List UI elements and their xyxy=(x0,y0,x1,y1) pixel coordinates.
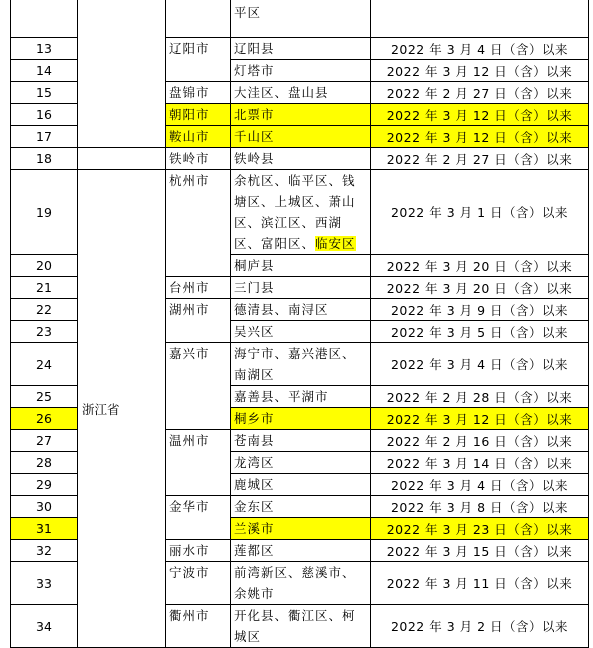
area-cell: 前湾新区、慈溪市、余姚市 xyxy=(231,562,371,605)
area-cell: 三门县 xyxy=(231,277,371,299)
area-cell: 桐乡市 xyxy=(231,408,371,430)
city-cell: 丽水市 xyxy=(166,540,231,562)
date-cell: 2022 年 2 月 27 日（含）以来 xyxy=(371,82,589,104)
row-number: 14 xyxy=(11,60,78,82)
date-cell: 2022 年 3 月 4 日（含）以来 xyxy=(371,474,589,496)
area-cell: 龙湾区 xyxy=(231,452,371,474)
date-cell: 2022 年 2 月 16 日（含）以来 xyxy=(371,430,589,452)
city-cell: 宁波市 xyxy=(166,562,231,605)
date-cell: 2022 年 3 月 12 日（含）以来 xyxy=(371,60,589,82)
area-cell: 北票市 xyxy=(231,104,371,126)
area-text: 余杭区、临平区、钱塘区、上城区、萧山区、滨江区、西湖区、富阳区、 xyxy=(234,173,356,251)
area-cell: 莲都区 xyxy=(231,540,371,562)
area-cell: 桐庐县 xyxy=(231,255,371,277)
city-cell: 杭州市 xyxy=(166,170,231,277)
risk-area-table xyxy=(10,0,589,648)
area-cell: 铁岭县 xyxy=(231,148,371,170)
row-number: 25 xyxy=(11,386,78,408)
city-cell: 嘉兴市 xyxy=(166,343,231,430)
city-cell: 台州市 xyxy=(166,277,231,299)
city-cell: 鞍山市 xyxy=(166,126,231,148)
area-cell xyxy=(231,170,371,255)
row-number: 18 xyxy=(11,148,78,170)
document-page xyxy=(10,0,589,648)
row-number: 31 xyxy=(11,518,78,540)
row-number: 15 xyxy=(11,82,78,104)
date-cell: 2022 年 3 月 2 日（含）以来 xyxy=(371,605,589,648)
date-cell: 2022 年 3 月 8 日（含）以来 xyxy=(371,496,589,518)
area-cell: 开化县、衢江区、柯城区 xyxy=(231,605,371,648)
date-cell: 2022 年 3 月 14 日（含）以来 xyxy=(371,452,589,474)
date-cell: 2022 年 3 月 1 日（含）以来 xyxy=(371,170,589,255)
date-cell: 2022 年 3 月 20 日（含）以来 xyxy=(371,255,589,277)
row-number: 34 xyxy=(11,605,78,648)
row-number: 23 xyxy=(11,321,78,343)
date-cell: 2022 年 3 月 20 日（含）以来 xyxy=(371,277,589,299)
city-cell: 辽阳市 xyxy=(166,38,231,82)
date-cell: 2022 年 3 月 4 日（含）以来 xyxy=(371,343,589,386)
row-number: 30 xyxy=(11,496,78,518)
row-number: 22 xyxy=(11,299,78,321)
row-number: 13 xyxy=(11,38,78,60)
area-cell: 鹿城区 xyxy=(231,474,371,496)
date-cell: 2022 年 3 月 5 日（含）以来 xyxy=(371,321,589,343)
date-cell: 2022 年 3 月 23 日（含）以来 xyxy=(371,518,589,540)
row-number: 32 xyxy=(11,540,78,562)
table-row xyxy=(11,148,589,170)
area-cell: 辽阳县 xyxy=(231,38,371,60)
date-cell: 2022 年 2 月 27 日（含）以来 xyxy=(371,148,589,170)
area-cell: 大洼区、盘山县 xyxy=(231,82,371,104)
city-cell: 温州市 xyxy=(166,430,231,496)
row-number: 27 xyxy=(11,430,78,452)
row-number: 29 xyxy=(11,474,78,496)
row-number: 19 xyxy=(11,170,78,255)
row-number: 24 xyxy=(11,343,78,386)
area-cell: 吴兴区 xyxy=(231,321,371,343)
table-row xyxy=(11,170,589,255)
date-cell: 2022 年 3 月 12 日（含）以来 xyxy=(371,104,589,126)
city-cell: 衢州市 xyxy=(166,605,231,648)
date-cell: 2022 年 3 月 12 日（含）以来 xyxy=(371,408,589,430)
city-cell: 盘锦市 xyxy=(166,82,231,104)
city-cell: 铁岭市 xyxy=(166,148,231,170)
area-highlighted-text: 临安区 xyxy=(315,236,356,251)
city-cell: 朝阳市 xyxy=(166,104,231,126)
date-cell: 2022 年 2 月 28 日（含）以来 xyxy=(371,386,589,408)
row-number: 21 xyxy=(11,277,78,299)
date-cell: 2022 年 3 月 11 日（含）以来 xyxy=(371,562,589,605)
area-cell: 平区 xyxy=(231,0,371,38)
city-cell: 金华市 xyxy=(166,496,231,540)
row-number: 26 xyxy=(11,408,78,430)
row-number: 33 xyxy=(11,562,78,605)
city-cell: 湖州市 xyxy=(166,299,231,343)
area-cell: 德清县、南浔区 xyxy=(231,299,371,321)
province-cell-zhejiang: 浙江省 xyxy=(78,170,166,648)
date-cell: 2022 年 3 月 4 日（含）以来 xyxy=(371,38,589,60)
area-cell: 兰溪市 xyxy=(231,518,371,540)
date-cell: 2022 年 3 月 12 日（含）以来 xyxy=(371,126,589,148)
date-cell: 2022 年 3 月 15 日（含）以来 xyxy=(371,540,589,562)
row-number: 28 xyxy=(11,452,78,474)
area-cell: 金东区 xyxy=(231,496,371,518)
area-cell: 灯塔市 xyxy=(231,60,371,82)
row-number: 17 xyxy=(11,126,78,148)
row-number xyxy=(11,0,78,38)
area-cell: 海宁市、嘉兴港区、南湖区 xyxy=(231,343,371,386)
province-cell xyxy=(78,148,166,170)
row-number: 16 xyxy=(11,104,78,126)
table-row xyxy=(11,0,589,38)
area-cell: 嘉善县、平湖市 xyxy=(231,386,371,408)
city-cell xyxy=(166,0,231,38)
date-cell xyxy=(371,0,589,38)
area-cell: 苍南县 xyxy=(231,430,371,452)
row-number: 20 xyxy=(11,255,78,277)
date-cell: 2022 年 3 月 9 日（含）以来 xyxy=(371,299,589,321)
province-cell xyxy=(78,0,166,148)
area-cell: 千山区 xyxy=(231,126,371,148)
